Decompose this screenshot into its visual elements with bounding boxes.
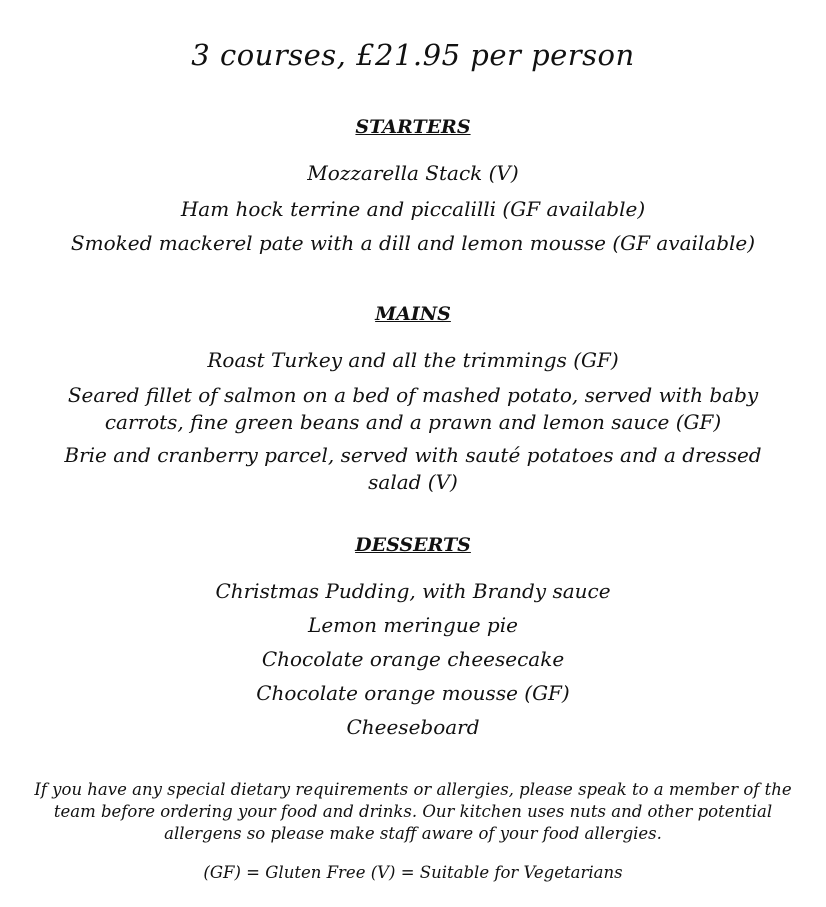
main-item: Roast Turkey and all the trimmings (GF) (207, 348, 619, 372)
mains-heading: MAINS (375, 303, 451, 325)
dessert-item: Chocolate orange mousse (GF) (256, 681, 570, 705)
dessert-item: Cheeseboard (346, 715, 480, 739)
dessert-item: Chocolate orange cheesecake (261, 647, 565, 671)
dietary-key: (GF) = Gluten Free (V) = Suitable for Vegetarians (203, 863, 623, 882)
menu-title: 3 courses, £21.95 per person (191, 38, 635, 72)
starter-item: Mozzarella Stack (V) (307, 161, 519, 185)
main-item: Seared fillet of salmon on a bed of mashed potato, served with baby carrots, fine green beans and a prawn and lemon sauce (GF) (67, 383, 759, 434)
desserts-heading: DESSERTS (355, 534, 471, 556)
starters-heading: STARTERS (355, 116, 471, 138)
dessert-item: Christmas Pudding, with Brandy sauce (215, 579, 611, 603)
main-item: Brie and cranberry parcel, served with sauté potatoes and a dressed salad (V) (64, 443, 762, 494)
starter-item: Smoked mackerel pate with a dill and lemon mousse (GF available) (70, 231, 756, 255)
starter-item: Ham hock terrine and piccalilli (GF available) (180, 197, 646, 221)
allergy-note: If you have any special dietary requirements or allergies, please speak to a member of the team before ordering your food and drinks. Our kitchen uses nuts and other potential allergens so please make staff aware of your food allergies. (34, 780, 792, 843)
dessert-item: Lemon meringue pie (308, 613, 518, 637)
